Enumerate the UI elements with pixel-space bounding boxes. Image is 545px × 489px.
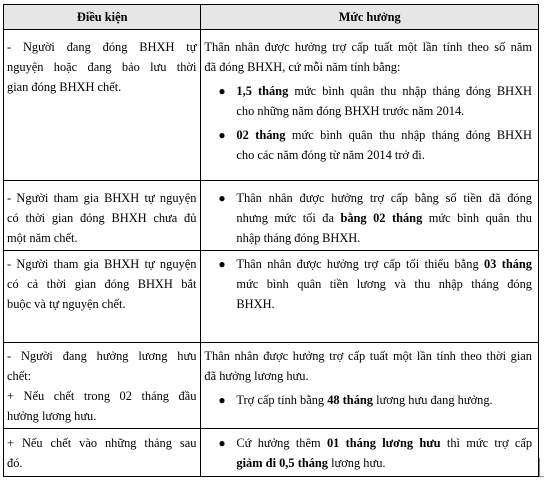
bold-amount: bằng 02 tháng xyxy=(340,211,423,225)
condition-line: chết: xyxy=(7,369,32,383)
black-circle-icon: ● xyxy=(218,128,226,142)
condition-line: - Người tham gia BHXH tự nguyện xyxy=(7,191,197,205)
condition-line: - Người đang hưởng lương hưu xyxy=(7,349,197,363)
header-benefit: Mức hưởng xyxy=(201,5,539,30)
condition-line: + Nếu chết trong 02 tháng đầu xyxy=(7,389,197,403)
condition-cell xyxy=(4,251,201,343)
condition-line: hưởng lương hưu. xyxy=(7,409,97,423)
table-row xyxy=(4,181,539,251)
benefit-cell xyxy=(201,181,539,251)
document-page xyxy=(3,4,539,477)
benefit-text: nhưng mức tối đa xyxy=(236,211,341,225)
bold-amount: 02 tháng xyxy=(236,128,286,142)
condition-line: gian đóng BHXH chết. xyxy=(7,80,122,94)
list-item xyxy=(204,433,532,473)
list-item xyxy=(204,188,532,248)
benefit-cell xyxy=(201,429,539,477)
benefit-list xyxy=(204,433,532,473)
table-row xyxy=(4,343,539,429)
condition-line: đó. xyxy=(7,456,23,470)
header-condition: Điều kiện xyxy=(4,5,201,30)
list-item xyxy=(204,125,532,165)
condition-line: + Nếu chết vào những tháng sau xyxy=(7,436,197,450)
bold-amount: 03 tháng xyxy=(483,257,532,271)
list-item xyxy=(204,390,532,410)
condition-line: có thời gian đóng BHXH chưa đủ xyxy=(7,211,197,225)
benefit-text: cho những năm đóng BHXH trước năm 2014. xyxy=(236,104,465,118)
condition-cell xyxy=(4,181,201,251)
benefit-text: BHXH. xyxy=(236,297,275,311)
benefit-text: mức bình quân thu nhập tháng đóng BHXH xyxy=(285,128,532,142)
condition-cell xyxy=(4,30,201,181)
bold-amount: giảm đi 0,5 tháng xyxy=(236,456,328,470)
benefit-text: Thân nhân được hưởng trợ cấp bằng số tiền đã đóng xyxy=(236,191,532,205)
table-row xyxy=(4,429,539,477)
bold-amount: 1,5 tháng xyxy=(236,84,289,98)
bold-amount: 01 tháng lương hưu xyxy=(326,436,441,450)
benefit-text: cho các năm đóng từ năm 2014 trở đi. xyxy=(236,148,425,162)
benefit-intro-line: đã đóng BHXH, cứ mỗi năm tính bằng: xyxy=(204,60,401,74)
benefit-text: nhập tháng đóng BHXH. xyxy=(236,231,361,245)
condition-cell xyxy=(4,343,201,429)
benefit-text: lương hưu. xyxy=(328,456,386,470)
benefit-text: mức bình quân thu nhập tháng đóng BHXH xyxy=(288,84,532,98)
benefit-cell xyxy=(201,343,539,429)
condition-line: nguyện hoặc đang bảo lưu thời xyxy=(7,60,197,74)
benefits-table xyxy=(3,4,539,477)
benefit-text: Trợ cấp tính bằng xyxy=(236,393,328,407)
condition-line: có cả thời gian đóng BHXH bắt xyxy=(7,277,197,291)
table-header-row xyxy=(4,5,539,30)
benefit-list xyxy=(204,188,532,248)
table-row xyxy=(4,251,539,343)
benefit-list xyxy=(204,254,532,314)
condition-line: buộc và tự nguyện chết. xyxy=(7,297,126,311)
benefit-cell xyxy=(201,30,539,181)
condition-cell xyxy=(4,429,201,477)
benefit-text: Cứ hưởng thêm xyxy=(236,436,327,450)
black-circle-icon: ● xyxy=(218,257,226,271)
benefit-text: lương hưu đang hưởng. xyxy=(372,393,493,407)
benefit-text: Thân nhân được hưởng trợ cấp tối thiểu bằng xyxy=(236,257,484,271)
benefit-cell xyxy=(201,251,539,343)
bold-amount: 48 tháng xyxy=(327,393,373,407)
list-item xyxy=(204,254,532,314)
table-row xyxy=(4,30,539,181)
list-item xyxy=(204,81,532,121)
black-circle-icon: ● xyxy=(218,84,226,98)
benefit-intro-line: đã hưởng lương hưu. xyxy=(204,369,309,383)
black-circle-icon: ● xyxy=(218,393,226,407)
benefit-list xyxy=(204,390,532,410)
benefit-text: mức bình quân tiền lương và thu nhập tháng đóng xyxy=(236,277,532,291)
benefit-list xyxy=(204,81,532,165)
benefit-intro-line: Thân nhân được hưởng trợ cấp tuất một lần tính theo thời gian xyxy=(204,349,532,363)
cell-corner-mark xyxy=(539,458,544,477)
benefit-text: mức bình quân thu xyxy=(422,211,532,225)
benefit-intro-line: Thân nhân được hưởng trợ cấp tuất một lần tính theo số năm xyxy=(204,40,532,54)
black-circle-icon: ● xyxy=(218,436,226,450)
benefit-text: thì mức trợ cấp xyxy=(440,436,533,450)
black-circle-icon: ● xyxy=(218,191,226,205)
condition-line: - Người tham gia BHXH tự nguyện xyxy=(7,257,197,271)
condition-line: một năm chết. xyxy=(7,231,78,245)
condition-line: - Người đang đóng BHXH tự xyxy=(7,40,197,54)
